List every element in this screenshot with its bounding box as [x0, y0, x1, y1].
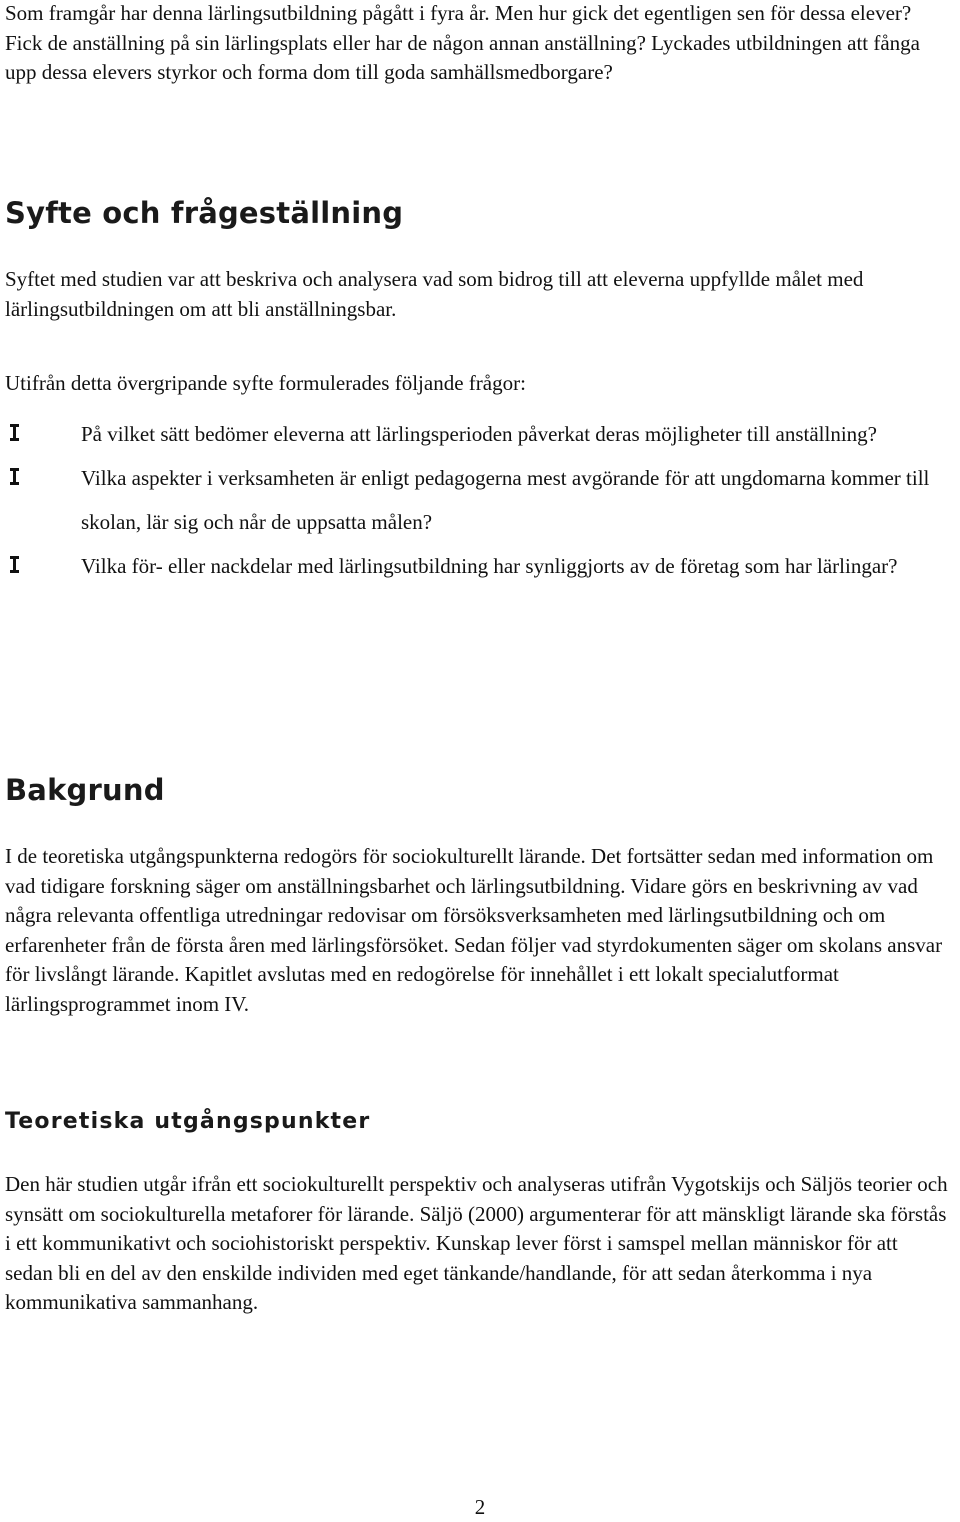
list-item — [0, 456, 950, 544]
list-item — [0, 412, 950, 456]
bullet-icon — [13, 468, 16, 485]
page-number: 2 — [474, 1495, 486, 1519]
bakgrund-paragraph: I de teoretiska utgångspunkterna redogörs för sociokulturellt lärande. Det fortsätter sedan med information om vad tidigare forskning säger om anställningsbarhet och lärlingsutbildning. Vidare görs en beskrivning av vad några relevanta offentliga utredningar redovisar om försöksverksamheten med lärlingsutbildning och om erfarenheter från de första åren med lärlingsförsöket. Sedan följer vad styrdokumenten säger om skolans ansvar för livslångt lärande. Kapitlet avslutas med en redogörelse för innehållet i ett lokalt specialutformat lärlingsprogrammet inom IV. — [5, 844, 943, 1016]
question-list — [0, 412, 950, 588]
syfte-paragraph: Syftet med studien var att beskriva och analysera vad som bidrog till att eleverna uppfyllde målet med lärlingsutbildningen om att bli anställningsbar. — [5, 267, 864, 321]
bullet-icon — [13, 424, 16, 441]
question-text: Vilka aspekter i verksamheten är enligt pedagogerna mest avgörande för att ungdomarna kommer till skolan, lär sig och når de uppsatta målen? — [81, 466, 930, 534]
list-item — [0, 544, 950, 588]
bakgrund-heading: Bakgrund — [5, 773, 165, 807]
syfte-heading: Syfte och frågeställning — [5, 196, 404, 230]
bullet-icon — [13, 556, 16, 573]
teoretiska-heading: Teoretiska utgångspunkter — [5, 1109, 371, 1134]
intro-paragraph: Som framgår har denna lärlingsutbildning pågått i fyra år. Men hur gick det egentligen sen för dessa elever? Fick de anställning på sin lärlingsplats eller har de någon annan anställning? Lyckades utbildningen att fånga upp dessa elevers styrkor och forma dom till goda samhällsmedborgare? — [5, 1, 920, 84]
question-text: På vilket sätt bedömer eleverna att lärlingsperioden påverkat deras möjligheter till anställning? — [81, 422, 877, 446]
teoretiska-paragraph: Den här studien utgår ifrån ett sociokulturellt perspektiv och analyseras utifrån Vygotskijs och Säljös teorier och synsätt om sociokulturella metaforer för lärande. Säljö (2000) argumenterar för att mänskligt lärande ska förstås i ett kommunikativt och sociohistoriskt perspektiv. Kunskap lever först i samspel mellan människor för att sedan bli en del av den enskilde individen med eget tänkande/handlande, för att sedan återkomma i nya kommunikativa sammanhang. — [5, 1172, 948, 1314]
question-text: Vilka för- eller nackdelar med lärlingsutbildning har synliggjorts av de företag som har lärlingar? — [81, 554, 898, 578]
questions-intro: Utifrån detta övergripande syfte formulerades följande frågor: — [5, 371, 526, 395]
